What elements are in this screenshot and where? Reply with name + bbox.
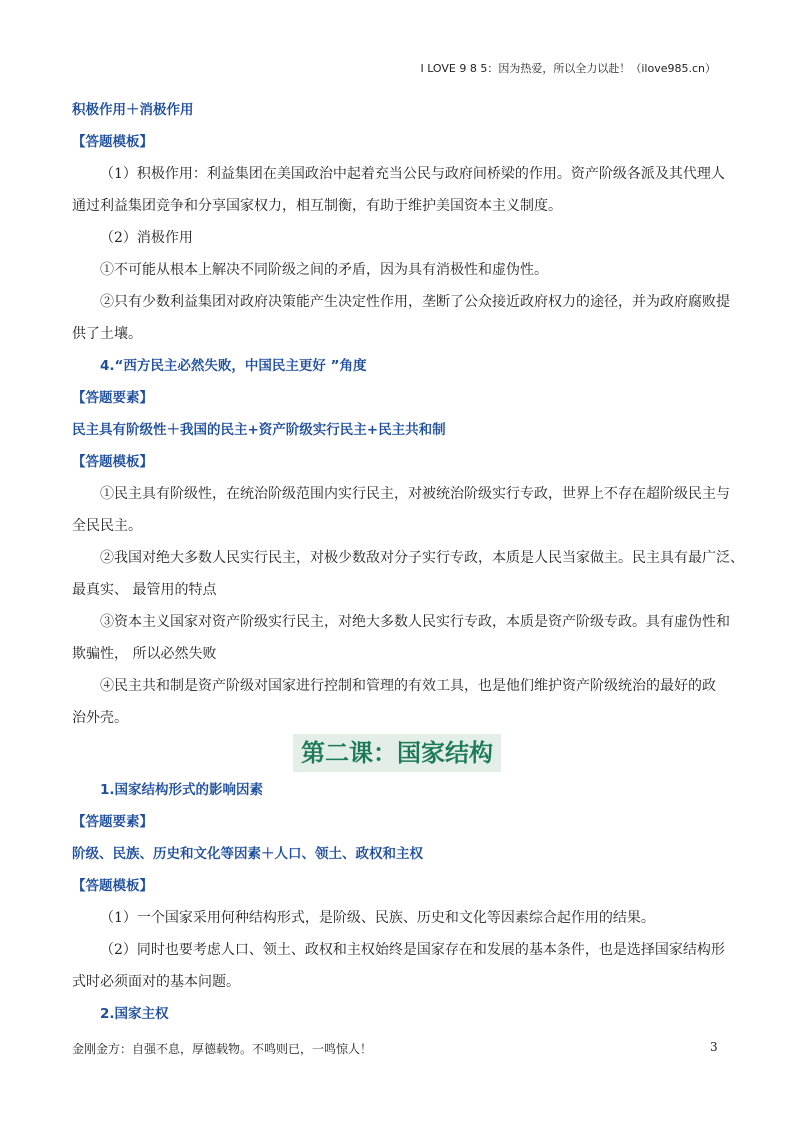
paragraph: 全民民主。 bbox=[72, 518, 142, 534]
footer-motto: 金刚金方：自强不息，厚德载物。不鸣则已，一鸣惊人！ bbox=[72, 1042, 373, 1056]
paragraph: ①不可能从根本上解决不同阶级之间的矛盾，因为具有消极性和虚伪性。 bbox=[100, 262, 548, 278]
answer-elements-label: 【答题要素】 bbox=[72, 814, 153, 830]
paragraph: 通过利益集团竞争和分享国家权力，相互制衡，有助于维护美国资本主义制度。 bbox=[72, 198, 562, 214]
paragraph: （2）消极作用 bbox=[100, 230, 193, 246]
paragraph: ②我国对绝大多数人民实行民主，对极少数敌对分子实行专政，本质是人民当家做主。民主具有最广泛、 bbox=[100, 550, 744, 566]
lesson-title: 第二课：国家结构 bbox=[293, 734, 501, 772]
answer-template-label: 【答题模板】 bbox=[72, 454, 153, 470]
paragraph: 欺骗性， 所以必然失败 bbox=[72, 646, 217, 662]
paragraph: （1）积极作用：利益集团在美国政治中起着充当公民与政府间桥梁的作用。资产阶级各派及其代理人 bbox=[100, 166, 725, 182]
paragraph: （2）同时也要考虑人口、领土、政权和主权始终是国家存在和发展的基本条件，也是选择国家结构形 bbox=[100, 942, 725, 958]
answer-elements: 阶级、民族、历史和文化等因素＋人口、领土、政权和主权 bbox=[72, 846, 423, 862]
answer-elements: 民主具有阶级性＋我国的民主+资产阶级实行民主+民主共和制 bbox=[72, 422, 446, 438]
answer-template-label: 【答题模板】 bbox=[72, 134, 153, 150]
paragraph: 式时必须面对的基本问题。 bbox=[72, 974, 240, 990]
paragraph: 治外壳。 bbox=[72, 710, 128, 726]
lesson-title-wrap bbox=[72, 734, 722, 772]
paragraph: 最真实、 最管用的特点 bbox=[72, 582, 217, 598]
paragraph: ③资本主义国家对资产阶级实行民主，对绝大多数人民实行专政，本质是资产阶级专政。具有虚伪性和 bbox=[100, 614, 730, 630]
paragraph: ②只有少数利益集团对政府决策能产生决定性作用，垄断了公众接近政府权力的途径，并为政府腐败提 bbox=[100, 294, 730, 310]
paragraph: ④民主共和制是资产阶级对国家进行控制和管理的有效工具，也是他们维护资产阶级统治的最好的政 bbox=[100, 678, 716, 694]
page-header: I LOVE 9 8 5：因为热爱，所以全力以赴！（ilove985.cn） bbox=[420, 62, 716, 75]
answer-elements-label: 【答题要素】 bbox=[72, 390, 153, 406]
section-heading: 2.国家主权 bbox=[100, 1006, 169, 1022]
section-heading: 积极作用＋消极作用 bbox=[72, 102, 194, 118]
paragraph: ①民主具有阶级性，在统治阶级范围内实行民主，对被统治阶级实行专政，世界上不存在超阶级民主与 bbox=[100, 486, 730, 502]
section-heading: 4.“西方民主必然失败，中国民主更好 ”角度 bbox=[100, 358, 367, 374]
paragraph: 供了土壤。 bbox=[72, 326, 142, 342]
paragraph: （1）一个国家采用何种结构形式，是阶级、民族、历史和文化等因素综合起作用的结果。 bbox=[100, 910, 655, 926]
section-heading: 1.国家结构形式的影响因素 bbox=[100, 782, 264, 798]
page-number: 3 bbox=[710, 1040, 718, 1054]
answer-template-label: 【答题模板】 bbox=[72, 878, 153, 894]
